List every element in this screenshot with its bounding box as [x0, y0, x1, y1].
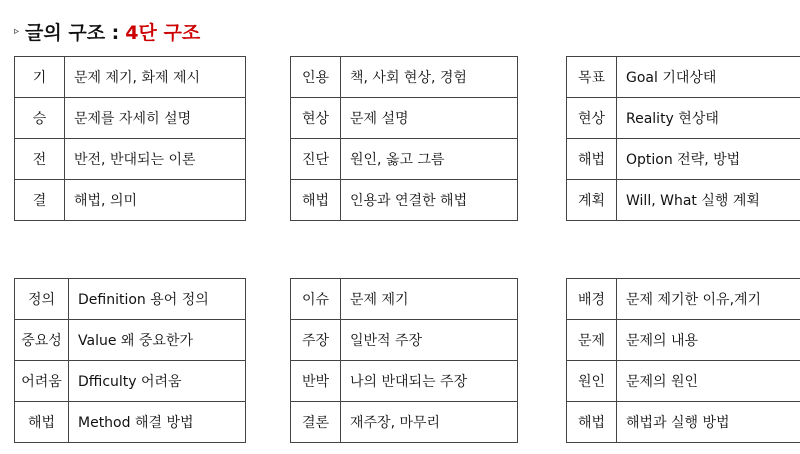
row-key: 전 [15, 139, 65, 180]
table-row [291, 98, 518, 139]
row-key: 목표 [567, 57, 617, 98]
row-key: 인용 [291, 57, 341, 98]
structure-table-2 [290, 56, 518, 221]
title-prefix: 글의 구조 : [25, 21, 120, 44]
row-value: 문제의 내용 [617, 320, 800, 361]
title-highlight: 4단 구조 [125, 21, 201, 44]
row-value: Definition 용어 정의 [69, 279, 246, 320]
row-value: 문제 설명 [341, 98, 518, 139]
table-row [15, 320, 246, 361]
structure-table-3 [566, 56, 800, 221]
row-value: Will, What 실행 계획 [617, 180, 800, 221]
row-value: 문제 제기, 화제 제시 [65, 57, 246, 98]
row-key: 문제 [567, 320, 617, 361]
row-key: 진단 [291, 139, 341, 180]
row-key: 해법 [291, 180, 341, 221]
structure-table-5 [290, 278, 518, 443]
row-key: 원인 [567, 361, 617, 402]
table-row [567, 279, 800, 320]
table-row [291, 139, 518, 180]
structure-table-4 [14, 278, 246, 443]
row-key: 이슈 [291, 279, 341, 320]
table-row [567, 402, 800, 443]
row-key: 계획 [567, 180, 617, 221]
table-row [15, 361, 246, 402]
row-value: Value 왜 중요한가 [69, 320, 246, 361]
row-key: 중요성 [15, 320, 69, 361]
row-value: 나의 반대되는 주장 [341, 361, 518, 402]
row-key: 기 [15, 57, 65, 98]
table-row [567, 361, 800, 402]
page-title [14, 16, 200, 46]
table-row [567, 98, 800, 139]
table-row [15, 279, 246, 320]
table-row [291, 180, 518, 221]
row-value: 재주장, 마무리 [341, 402, 518, 443]
table-row [15, 402, 246, 443]
table-row [567, 320, 800, 361]
row-key: 결 [15, 180, 65, 221]
row-value: Dfficulty 어려움 [69, 361, 246, 402]
table-row [15, 98, 246, 139]
row-key: 승 [15, 98, 65, 139]
table-row [291, 57, 518, 98]
row-key: 현상 [291, 98, 341, 139]
row-key: 해법 [567, 402, 617, 443]
table-row [15, 180, 246, 221]
row-value: 문제 제기한 이유,계기 [617, 279, 800, 320]
triangle-bullet-icon: ▹ [14, 25, 20, 37]
row-key: 주장 [291, 320, 341, 361]
row-value: Option 전략, 방법 [617, 139, 800, 180]
row-key: 현상 [567, 98, 617, 139]
row-key: 정의 [15, 279, 69, 320]
row-key: 배경 [567, 279, 617, 320]
table-row [567, 180, 800, 221]
row-value: 원인, 옳고 그름 [341, 139, 518, 180]
table-row [291, 320, 518, 361]
row-value: 반전, 반대되는 이론 [65, 139, 246, 180]
structure-table-6 [566, 278, 800, 443]
row-value: 해법, 의미 [65, 180, 246, 221]
table-row [567, 57, 800, 98]
row-key: 결론 [291, 402, 341, 443]
table-row [291, 402, 518, 443]
row-key: 어려움 [15, 361, 69, 402]
row-value: 책, 사회 현상, 경험 [341, 57, 518, 98]
row-value: 문제 제기 [341, 279, 518, 320]
row-value: Reality 현상태 [617, 98, 800, 139]
row-value: Method 해결 방법 [69, 402, 246, 443]
structure-table-1 [14, 56, 246, 221]
row-value: Goal 기대상태 [617, 57, 800, 98]
table-row [15, 139, 246, 180]
row-key: 해법 [15, 402, 69, 443]
row-value: 문제의 원인 [617, 361, 800, 402]
table-row [291, 279, 518, 320]
table-row [291, 361, 518, 402]
row-key: 해법 [567, 139, 617, 180]
table-row [567, 139, 800, 180]
table-row [15, 57, 246, 98]
row-key: 반박 [291, 361, 341, 402]
row-value: 문제를 자세히 설명 [65, 98, 246, 139]
row-value: 일반적 주장 [341, 320, 518, 361]
row-value: 인용과 연결한 해법 [341, 180, 518, 221]
row-value: 해법과 실행 방법 [617, 402, 800, 443]
